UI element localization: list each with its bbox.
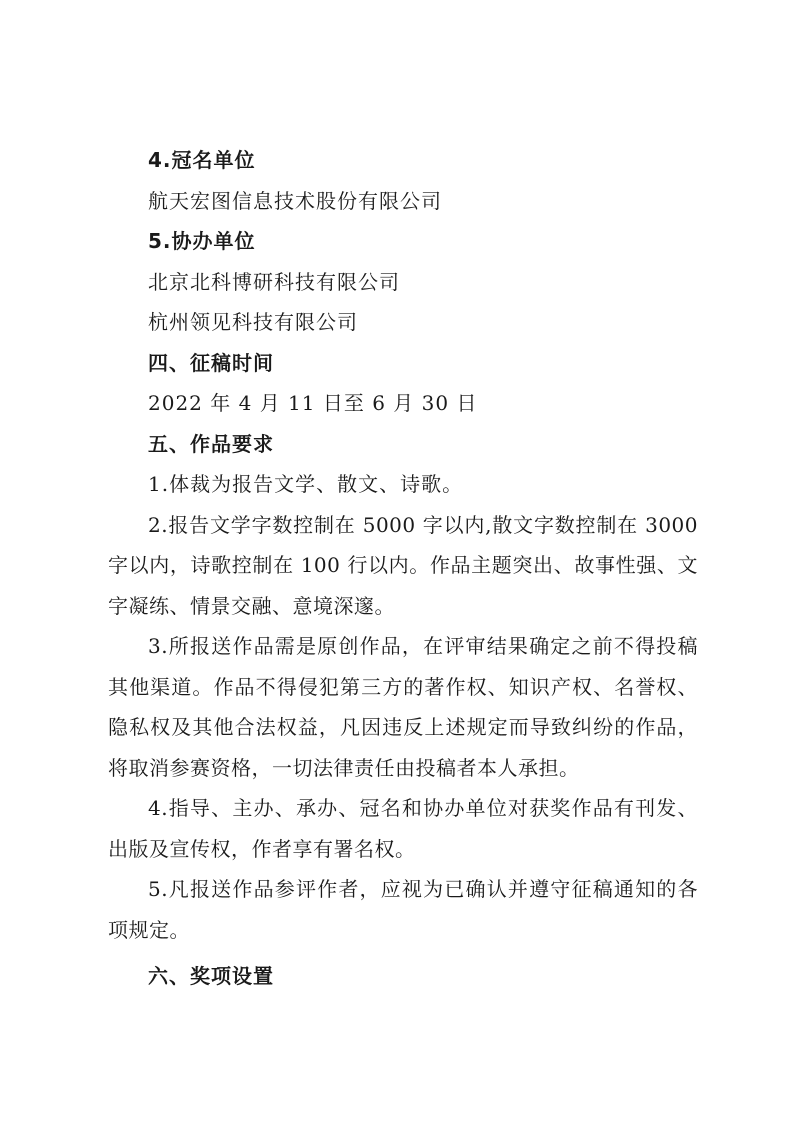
requirement-5: 5.凡报送作品参评作者，应视为已确认并遵守征稿通知的各项规定。 [108, 877, 698, 942]
section-heading-awards: 六、奖项设置 [148, 964, 274, 988]
requirement-4: 4.指导、主办、承办、冠名和协办单位对获奖作品有刊发、出版及宣传权，作者享有署名权。 [108, 796, 698, 861]
section-heading-submission-period: 四、征稿时间 [148, 350, 274, 375]
co-organizer-name-1: 北京北科博研科技有限公司 [148, 269, 400, 294]
section-heading-co-organizer: 5.协办单位 [148, 229, 256, 253]
requirement-3: 3.所报送作品需是原创作品，在评审结果确定之前不得投稿其他渠道。作品不得侵犯第三方的著作权、知识产权、名誉权、隐私权及其他合法权益，凡因违反上述规定而导致纠纷的作品，将取消参赛资格，一切法律责任由投稿者本人承担。 [108, 634, 698, 780]
document-body [108, 140, 698, 997]
requirement-1: 1.体裁为报告文学、散文、诗歌。 [148, 472, 464, 496]
requirement-2: 2.报告文学字数控制在 5000 字以内,散文字数控制在 3000 字以内，诗歌控制在 100 行以内。作品主题突出、故事性强、文字凝练、情景交融、意境深邃。 [108, 512, 698, 618]
sponsor-name: 航天宏图信息技术股份有限公司 [148, 188, 442, 213]
co-organizer-name-2: 杭州领见科技有限公司 [148, 310, 358, 334]
section-heading-sponsor: 4.冠名单位 [148, 148, 256, 172]
submission-period: 2022 年 4 月 11 日至 6 月 30 日 [148, 391, 478, 415]
section-heading-requirements: 五、作品要求 [148, 431, 274, 456]
